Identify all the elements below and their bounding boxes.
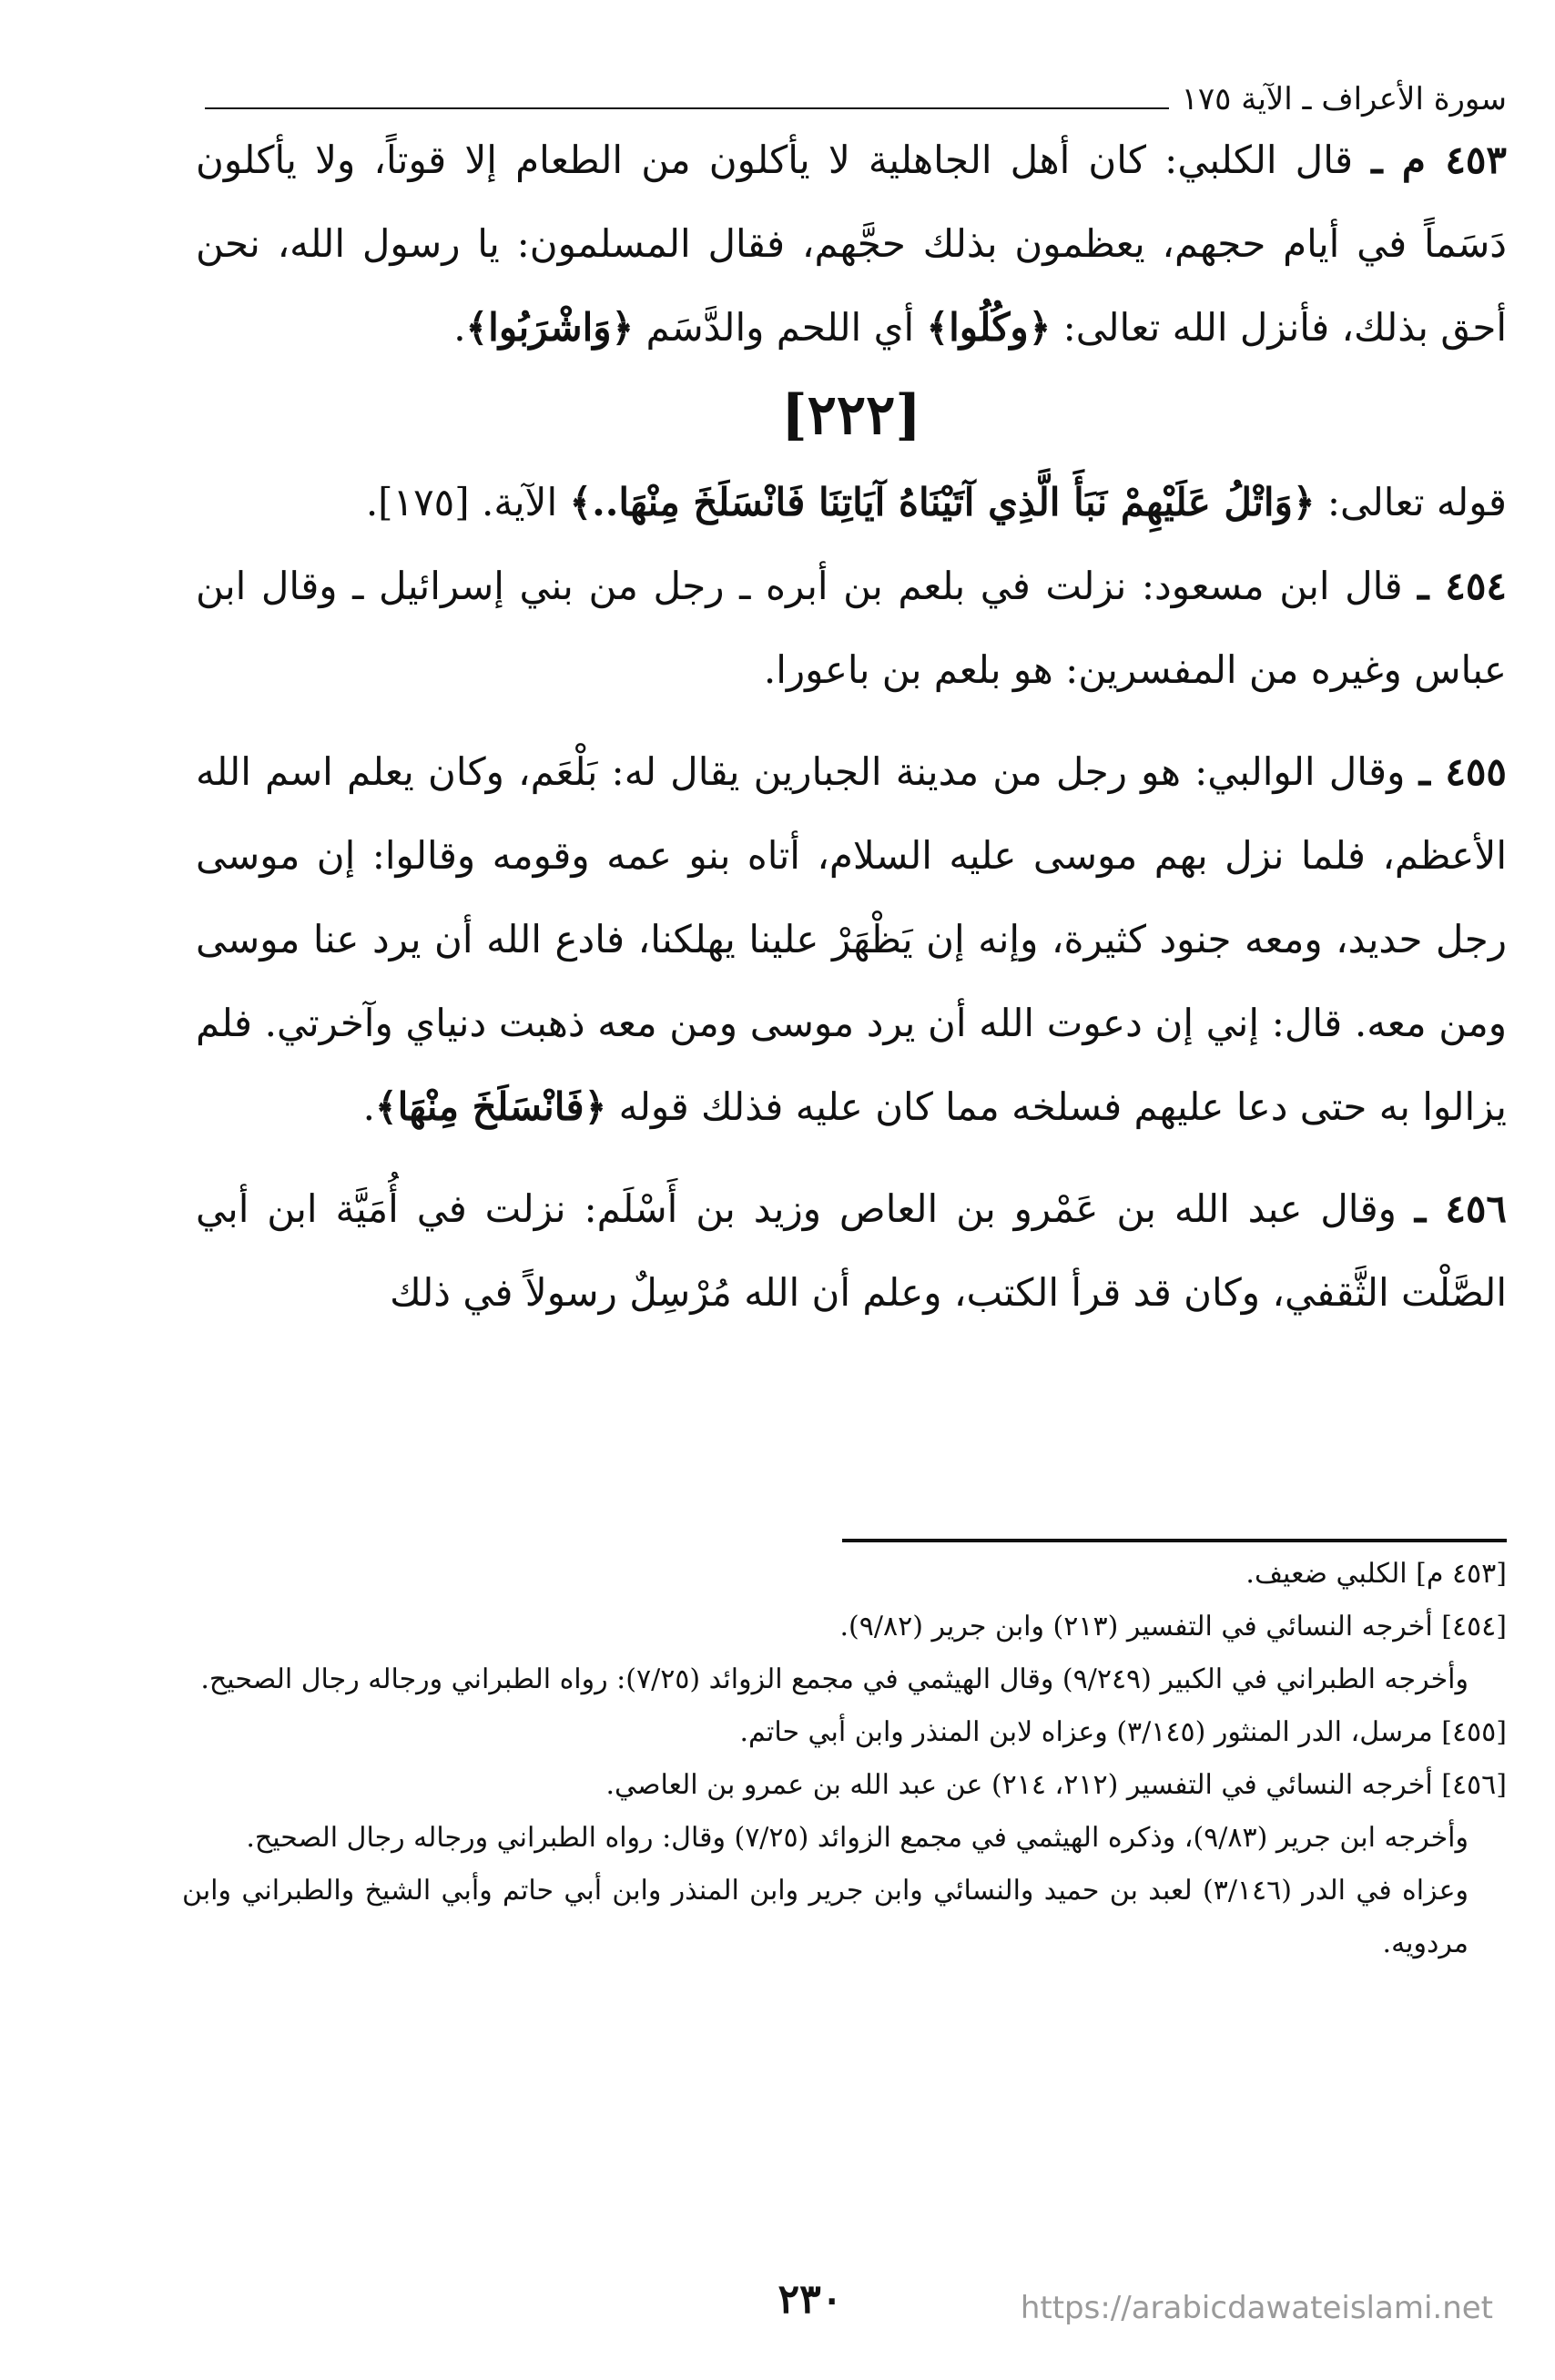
quran-quote: ﴿وكُلُوا﴾ — [926, 305, 1052, 350]
narration-text: قال الكلبي: كان أهل الجاهلية لا يأكلون من الطعام إلا قوتاً، ولا يأكلون دَسَماً في أيام حجهم، يعظمون بذلك حجَّهم، فقال المسلمون: يا رسول الله، نحن أحق بذلك، فأنزل الله تعالى: — [196, 137, 1507, 350]
footnote: [٤٥٥] مرسل، الدر المنثور (٣/١٤٥) وعزاه لابن المنذر وابن أبي حاتم. — [739, 1716, 1507, 1748]
footnotes — [182, 1548, 1507, 1970]
narration-455 — [196, 730, 1507, 1149]
narration-454 — [196, 544, 1507, 712]
narration-453 — [196, 118, 1507, 370]
footnote-separator — [842, 1539, 1507, 1542]
watermark-url: https://arabicdawateislami.net — [1020, 2290, 1493, 2326]
running-header — [205, 64, 1507, 118]
footnote: [٤٥٤] أخرجه النسائي في التفسير (٢١٣) وابن جرير (٩/٨٢). — [839, 1611, 1507, 1643]
narration-text: وقال عبد الله بن عَمْرو بن العاص وزيد بن أَسْلَم: نزلت في أُمَيَّة ابن أبي الصَّلْت الثَّقفي، وكان قد قرأ الكتب، وعلم أن الله مُرْسِلٌ رسولاً في ذلك — [196, 1186, 1507, 1315]
narration-number: ٤٥٤ ـ — [1418, 564, 1507, 608]
quran-quote: ﴿فَانْسَلَخَ مِنْهَا﴾ — [375, 1084, 607, 1129]
footnote: [٤٥٦] أخرجه النسائي في التفسير (٢١٢، ٢١٤) عن عبد الله بن عمرو بن العاصي. — [605, 1769, 1507, 1801]
narration-number: ٤٥٥ ـ — [1418, 749, 1507, 794]
verse-reference: الآية. [١٧٥]. — [365, 480, 570, 524]
footnote: وعزاه في الدر (٣/١٤٦) لعبد بن حميد والنسائي وابن جرير وابن المنذر وابن أبي حاتم وأبي الشيخ والطبراني وابن مردويه. — [182, 1875, 1469, 1959]
verse-line — [196, 461, 1507, 544]
quran-quote: ﴿وَاشْرَبُوا﴾ — [465, 305, 635, 350]
surah-title: سورة الأعراف ـ الآية ١٧٥ — [1181, 81, 1507, 118]
narration-text: وقال الوالبي: هو رجل من مدينة الجبارين يقال له: بَلْعَم، وكان يعلم اسم الله الأعظم، فلما نزل بهم موسى عليه السلام، أتاه بنو عمه وقومه وقالوا: إن موسى رجل حديد، ومعه جنود كثيرة، وإنه إن يَظْهَرْ علينا يهلكنا، فادع الله أن يرد عنا موسى ومن معه. قال: إني إن دعوت الله أن يرد موسى ومن معه ذهبت دنياي وآخرتي. فلم يزالوا به حتى دعا عليهم فسلخه مما كان عليه فذلك قوله — [196, 749, 1507, 1129]
section-number: [٢٢٢] — [781, 383, 921, 447]
narration-456 — [196, 1167, 1507, 1335]
narration-number: ٤٥٣ م ـ — [1371, 137, 1507, 182]
footnote: وأخرجه الطبراني في الكبير (٩/٢٤٩) وقال الهيثمي في مجمع الزوائد (٧/٢٥): رواه الطبراني ورجاله رجال الصحيح. — [200, 1663, 1469, 1695]
quran-verse: ﴿وَاتْلُ عَلَيْهِمْ نَبَأَ الَّذِي آتَيْنَاهُ آيَاتِنَا فَانْسَلَخَ مِنْهَا..﴾ — [569, 480, 1316, 524]
narration-text: أي اللحم والدَّسَم — [634, 305, 927, 350]
narration-text: . — [453, 305, 466, 350]
verse-intro: قوله تعالى: — [1315, 480, 1507, 524]
main-text — [196, 118, 1507, 1335]
narration-number: ٤٥٦ ـ — [1414, 1186, 1507, 1231]
narration-text: . — [362, 1084, 376, 1129]
footnote: [٤٥٣ م] الكلبي ضعيف. — [1245, 1558, 1507, 1590]
header-rule — [205, 107, 1169, 109]
page-number: ٢٣٠ — [778, 2276, 843, 2323]
narration-text: قال ابن مسعود: نزلت في بلعم بن أبره ـ رجل من بني إسرائيل ـ وقال ابن عباس وغيره من المفسرين: هو بلعم بن باعورا. — [196, 564, 1507, 692]
footnote: وأخرجه ابن جرير (٩/٨٣)، وذكره الهيثمي في مجمع الزوائد (٧/٢٥) وقال: رواه الطبراني ورجاله رجال الصحيح. — [246, 1822, 1469, 1854]
